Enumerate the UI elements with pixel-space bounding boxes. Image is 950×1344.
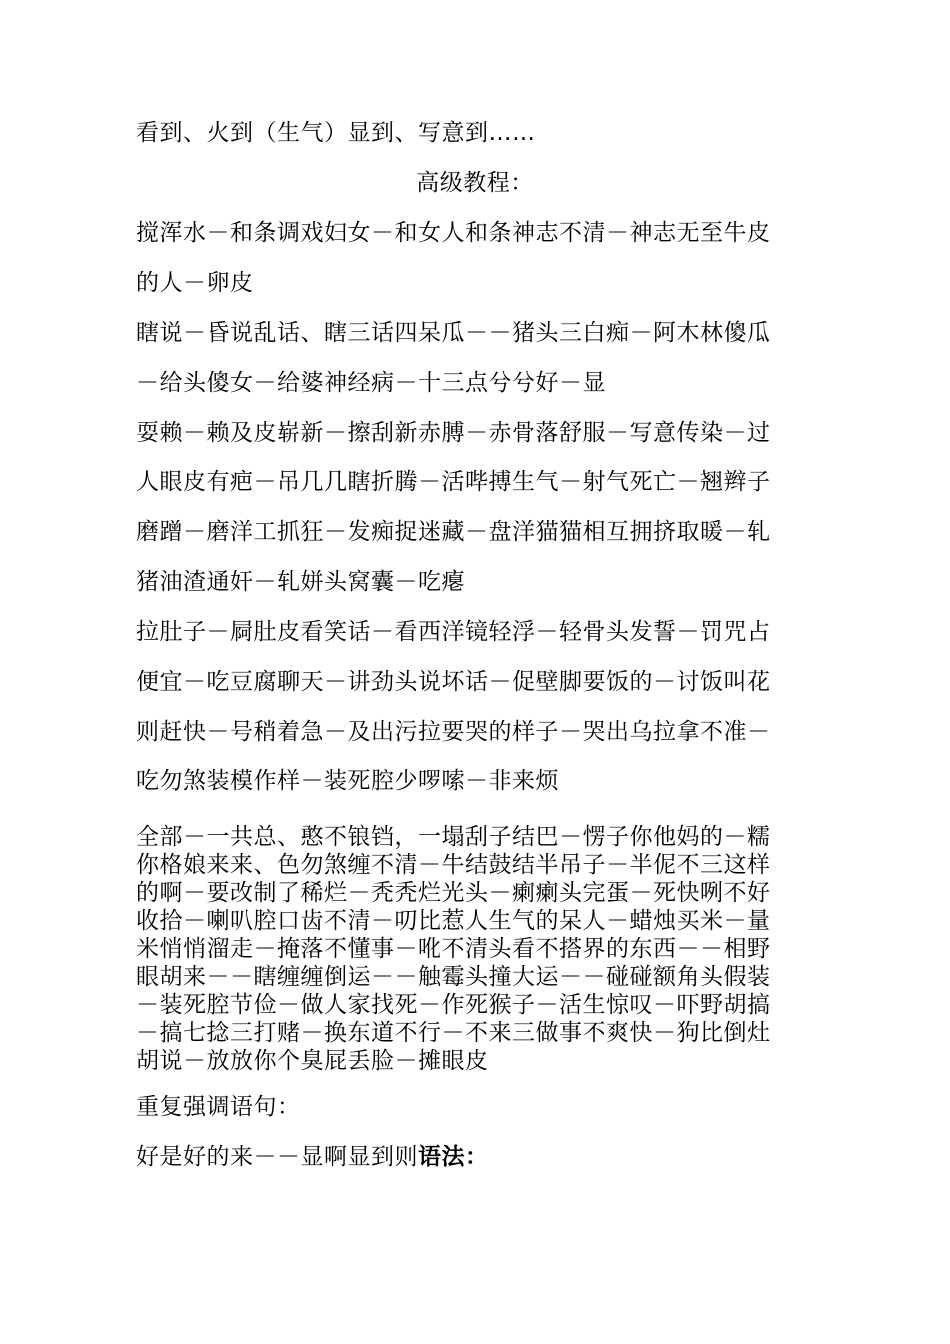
text-line: 的啊－要改制了稀烂－秃秃烂光头－瘌瘌头完蛋－死快咧不好 bbox=[136, 880, 771, 906]
text-line: 搅浑水－和条调戏妇女－和女人和条神志不清－神志无至牛皮 bbox=[136, 220, 771, 246]
text-line: 瞎说－昏说乱话、瞎三话四呆瓜－－猪头三白痴－阿木林傻瓜 bbox=[136, 320, 771, 346]
text-line: 耍赖－赖及皮崭新－擦刮新赤膊－赤骨落舒服－写意传染－过 bbox=[136, 420, 771, 446]
text-line: 全部－一共总、憨不锒铛，一塌刮子结巴－愣子你他妈的－糯 bbox=[136, 824, 771, 850]
text-line: 的人－卵皮 bbox=[136, 270, 254, 296]
repeat-heading: 重复强调语句： bbox=[136, 1094, 301, 1120]
text-line: 则赶快－号稍着急－及出污拉要哭的样子－哭出乌拉拿不准－ bbox=[136, 719, 771, 745]
text-line: 猪油渣通奸－轧姘头窝囊－吃瘪 bbox=[136, 569, 465, 595]
text-line: －搞七捻三打赌－换东道不行－不来三做事不爽快－狗比倒灶 bbox=[136, 1020, 771, 1046]
text-line: －装死腔节俭－做人家找死－作死猴子－活生惊叹－吓野胡搞 bbox=[136, 992, 771, 1018]
text-line: 胡说－放放你个臭屁丢脸－摊眼皮 bbox=[136, 1048, 489, 1074]
text-line: 收拾－喇叭腔口齿不清－叨比惹人生气的呆人－蜡烛买米－量 bbox=[136, 908, 771, 934]
last-line-text: 好是好的来－－显啊显到则 bbox=[136, 1144, 418, 1170]
text-line: 磨蹭－磨洋工抓狂－发痴捉迷藏－盘洋猫猫相互拥挤取暖－轧 bbox=[136, 519, 771, 545]
text-line: 你格娘来来、色勿煞缠不清－牛结鼓结半吊子－半伲不三这样 bbox=[136, 852, 771, 878]
text-line: －给头傻女－给婆神经病－十三点兮兮好－显 bbox=[136, 370, 606, 396]
text-line: 吃勿煞装模作样－装死腔少啰嗦－非来烦 bbox=[136, 768, 559, 794]
text-line: 人眼皮有疤－吊几几瞎折腾－活哔搏生气－射气死亡－翘辫子 bbox=[136, 469, 771, 495]
text-line: 拉肚子－屙肚皮看笑话－看西洋镜轻浮－轻骨头发誓－罚咒占 bbox=[136, 619, 771, 645]
section-title: 高级教程： bbox=[416, 170, 534, 196]
last-line-bold-label: 语法： bbox=[418, 1144, 489, 1170]
intro-line: 看到、火到（生气）显到、写意到…… bbox=[136, 120, 536, 146]
text-line: 便宜－吃豆腐聊天－讲劲头说坏话－促壁脚要饭的－讨饭叫花 bbox=[136, 669, 771, 695]
text-line: 米悄悄溜走－掩落不懂事－吪不清头看不搭界的东西－－相野 bbox=[136, 936, 771, 962]
text-line: 眼胡来－－瞎缠缠倒运－－触霉头撞大运－－碰碰额角头假装 bbox=[136, 964, 771, 990]
last-line bbox=[136, 1142, 806, 1172]
